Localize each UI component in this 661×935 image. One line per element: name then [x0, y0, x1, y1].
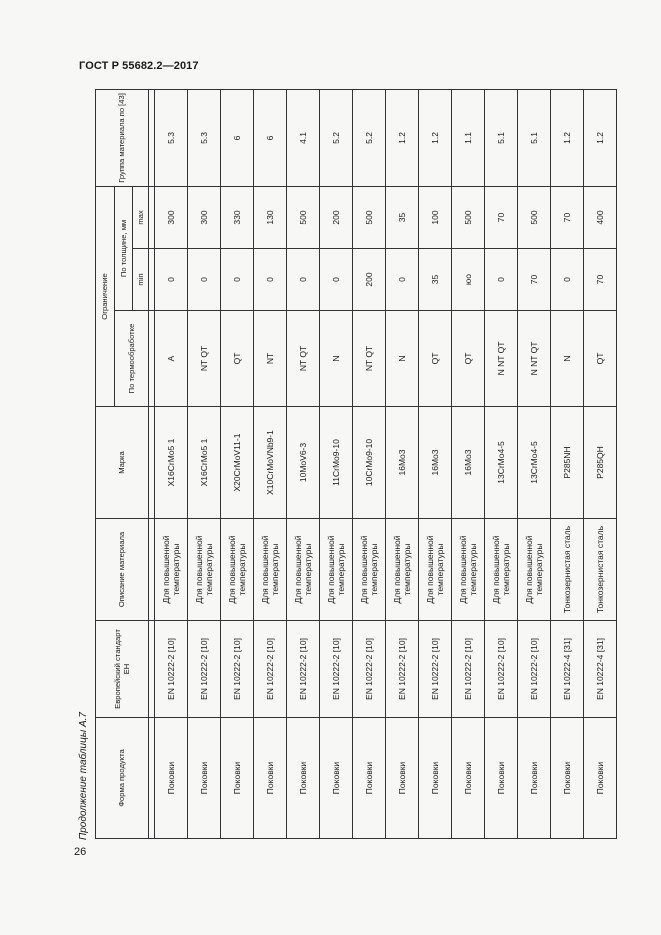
cell-heat-treatment: A [155, 311, 188, 407]
cell-en-standard: EN 10222-2 [10] [221, 621, 254, 718]
cell-material-description: Тонкозернистая сталь [584, 519, 617, 621]
table-row [551, 89, 584, 838]
cell-material-description: Для повышенной температуры [386, 519, 419, 621]
cell-material-description: Для повышенной температуры [155, 519, 188, 621]
cell-thickness-max: 400 [584, 186, 617, 248]
header-limitation: Ограничение [96, 186, 115, 406]
cell-material-description: Для повышенной температуры [254, 519, 287, 621]
cell-en-standard: EN 10222-2 [10] [188, 621, 221, 718]
cell-material-group: 1.2 [386, 89, 419, 186]
cell-en-standard: EN 10222-2 [10] [353, 621, 386, 718]
cell-grade: 13CrMo4-5 [485, 407, 518, 519]
document-title: ГОСТ Р 55682.2—2017 [79, 60, 199, 72]
cell-heat-treatment: QT [584, 311, 617, 407]
table-row [518, 89, 551, 838]
cell-material-group: 5.1 [518, 89, 551, 186]
table-row [221, 89, 254, 838]
cell-grade: P285QH [584, 407, 617, 519]
table-row [287, 89, 320, 838]
cell-thickness-max: 35 [386, 186, 419, 248]
cell-heat-treatment: NT QT [188, 311, 221, 407]
cell-grade: 10MoV6-3 [287, 407, 320, 519]
cell-heat-treatment: QT [221, 311, 254, 407]
cell-product-form: Поковки [419, 718, 452, 839]
cell-material-group: 5.3 [188, 89, 221, 186]
cell-grade: X10CrMoVNb9-1 [254, 407, 287, 519]
cell-thickness-min: юо [452, 249, 485, 311]
cell-heat-treatment: N [551, 311, 584, 407]
cell-material-description: Для повышенной температуры [188, 519, 221, 621]
cell-thickness-min: 0 [386, 249, 419, 311]
cell-product-form: Поковки [254, 718, 287, 839]
cell-thickness-min: 70 [518, 249, 551, 311]
cell-en-standard: EN 10222-2 [10] [254, 621, 287, 718]
header-grade: Марка [96, 407, 149, 519]
header-material-description: Описание материала [96, 519, 149, 621]
cell-thickness-max: 500 [353, 186, 386, 248]
cell-thickness-max: 70 [551, 186, 584, 248]
cell-en-standard: EN 10222-2 [10] [485, 621, 518, 718]
cell-grade: P285NH [551, 407, 584, 519]
rotated-table-area [74, 80, 612, 840]
cell-heat-treatment: NT QT [353, 311, 386, 407]
table-caption: Продолжение таблицы А.7 [78, 712, 89, 840]
cell-material-group: 5.2 [353, 89, 386, 186]
table-row [254, 89, 287, 838]
header-en-standard: Европейский стандарт ЕН [96, 621, 149, 718]
cell-grade: 11CrMo9-10 [320, 407, 353, 519]
cell-thickness-max: 70 [485, 186, 518, 248]
cell-thickness-min: 0 [485, 249, 518, 311]
cell-material-group: 1.2 [551, 89, 584, 186]
table-row [386, 89, 419, 838]
cell-product-form: Поковки [485, 718, 518, 839]
cell-thickness-min: 0 [287, 249, 320, 311]
cell-grade: 16Mo3 [452, 407, 485, 519]
table-body [155, 89, 617, 838]
cell-thickness-min: 70 [584, 249, 617, 311]
cell-grade: X20CrMoV11-1 [221, 407, 254, 519]
table-row [353, 89, 386, 838]
cell-en-standard: EN 10222-2 [10] [155, 621, 188, 718]
cell-thickness-max: 200 [320, 186, 353, 248]
cell-product-form: Поковки [518, 718, 551, 839]
table-row [584, 89, 617, 838]
page-number: 26 [74, 846, 87, 858]
cell-material-group: 4.1 [287, 89, 320, 186]
cell-material-description: Для повышенной температуры [518, 519, 551, 621]
cell-thickness-min: 35 [419, 249, 452, 311]
cell-thickness-max: 500 [452, 186, 485, 248]
cell-thickness-min: 200 [353, 249, 386, 311]
cell-grade: X16CrMo5 1 [188, 407, 221, 519]
cell-material-group: 6 [221, 89, 254, 186]
table-row [155, 89, 188, 838]
cell-en-standard: EN 10222-2 [10] [386, 621, 419, 718]
cell-material-description: Для повышенной температуры [221, 519, 254, 621]
cell-product-form: Поковки [155, 718, 188, 839]
cell-thickness-min: 0 [320, 249, 353, 311]
cell-en-standard: EN 10222-2 [10] [287, 621, 320, 718]
cell-thickness-max: 330 [221, 186, 254, 248]
header-product-form: Форма продукта [96, 718, 149, 839]
cell-grade: X16CrMo5 1 [155, 407, 188, 519]
cell-grade: 13CrMo4-5 [518, 407, 551, 519]
header-thickness: По толщине, мм [115, 186, 133, 310]
cell-material-description: Для повышенной температуры [419, 519, 452, 621]
cell-grade: 16Mo3 [386, 407, 419, 519]
cell-heat-treatment: N NT QT [485, 311, 518, 407]
header-max: max [133, 186, 149, 248]
cell-thickness-min: 0 [254, 249, 287, 311]
cell-product-form: Поковки [584, 718, 617, 839]
table-row [188, 89, 221, 838]
cell-material-group: 1.2 [584, 89, 617, 186]
cell-grade: 16Mo3 [419, 407, 452, 519]
cell-product-form: Поковки [551, 718, 584, 839]
cell-thickness-max: 100 [419, 186, 452, 248]
cell-material-description: Для повышенной температуры [287, 519, 320, 621]
cell-material-group: 1.2 [419, 89, 452, 186]
cell-en-standard: EN 10222-2 [10] [419, 621, 452, 718]
header-heat-treatment: По термообработке [115, 311, 149, 407]
cell-thickness-max: 500 [518, 186, 551, 248]
header-material-group: Группа материала по [43] [96, 89, 149, 186]
cell-thickness-min: 0 [155, 249, 188, 311]
cell-material-description: Для повышенной температуры [320, 519, 353, 621]
cell-thickness-min: 0 [188, 249, 221, 311]
cell-material-group: 5.2 [320, 89, 353, 186]
cell-thickness-max: 500 [287, 186, 320, 248]
cell-product-form: Поковки [452, 718, 485, 839]
cell-en-standard: EN 10222-2 [10] [518, 621, 551, 718]
cell-product-form: Поковки [188, 718, 221, 839]
cell-grade: 10CrMo9-10 [353, 407, 386, 519]
table-row [485, 89, 518, 838]
materials-table [95, 89, 617, 839]
cell-product-form: Поковки [353, 718, 386, 839]
cell-thickness-max: 300 [155, 186, 188, 248]
cell-material-group: 5.3 [155, 89, 188, 186]
header-min: min [133, 249, 149, 311]
cell-product-form: Поковки [221, 718, 254, 839]
cell-material-group: 1.1 [452, 89, 485, 186]
table-row [452, 89, 485, 838]
cell-material-group: 5.1 [485, 89, 518, 186]
table-row [419, 89, 452, 838]
cell-heat-treatment: QT [452, 311, 485, 407]
cell-material-description: Тонкозернистая сталь [551, 519, 584, 621]
cell-thickness-min: 0 [551, 249, 584, 311]
cell-heat-treatment: N NT QT [518, 311, 551, 407]
table-row [320, 89, 353, 838]
cell-material-description: Для повышенной температуры [353, 519, 386, 621]
cell-thickness-max: 130 [254, 186, 287, 248]
cell-material-description: Для повышенной температуры [485, 519, 518, 621]
cell-material-group: 6 [254, 89, 287, 186]
cell-en-standard: EN 10222-2 [10] [320, 621, 353, 718]
cell-product-form: Поковки [386, 718, 419, 839]
cell-thickness-max: 300 [188, 186, 221, 248]
cell-en-standard: EN 10222-2 [10] [452, 621, 485, 718]
cell-en-standard: EN 10222-4 [31] [584, 621, 617, 718]
cell-material-description: Для повышенной температуры [452, 519, 485, 621]
cell-heat-treatment: N [320, 311, 353, 407]
cell-product-form: Поковки [320, 718, 353, 839]
cell-heat-treatment: QT [419, 311, 452, 407]
cell-product-form: Поковки [287, 718, 320, 839]
cell-heat-treatment: N [386, 311, 419, 407]
cell-thickness-min: 0 [221, 249, 254, 311]
cell-en-standard: EN 10222-4 [31] [551, 621, 584, 718]
cell-heat-treatment: NT [254, 311, 287, 407]
cell-heat-treatment: NT QT [287, 311, 320, 407]
